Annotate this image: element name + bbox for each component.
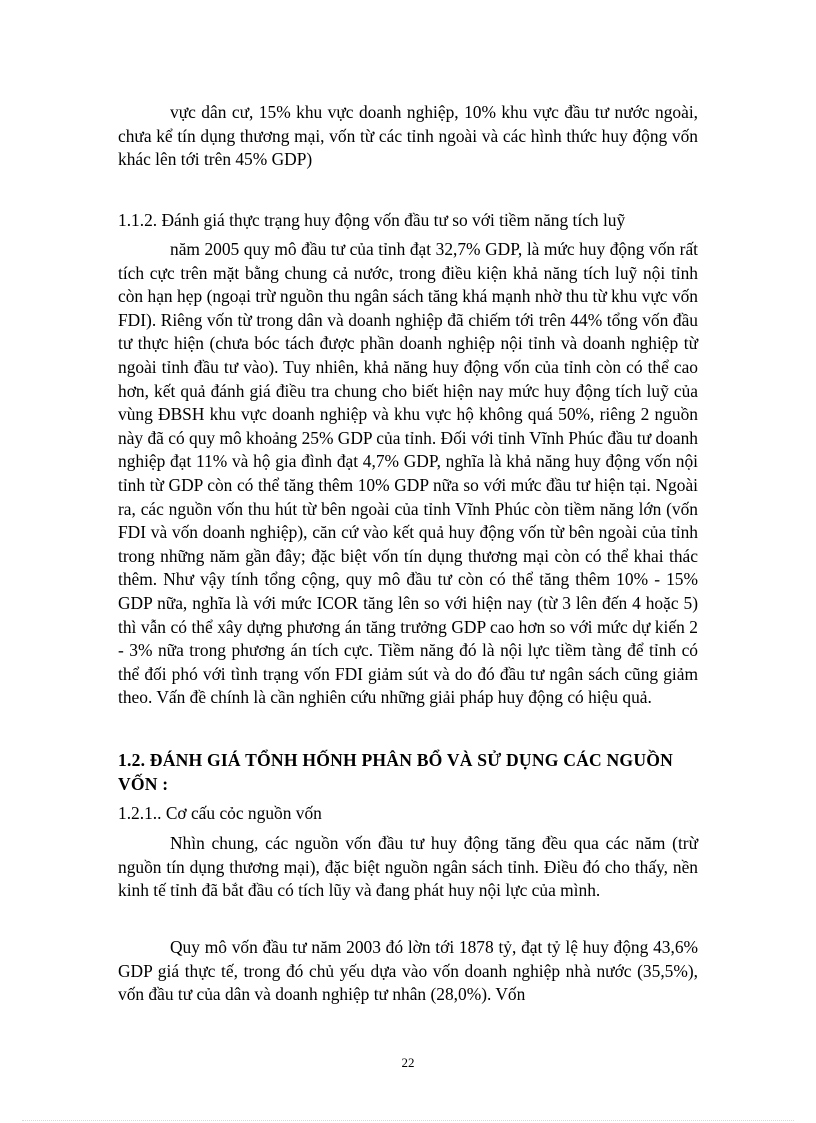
paragraph-continuation: vực dân cư, 15% khu vực doanh nghiệp, 10% khu vực đầu tư nước ngoài, chưa kể tín dụng thương mại, vốn từ các tỉnh ngoài và các hình thức huy động vốn khác lên tới trên 45% GDP) bbox=[118, 102, 698, 170]
page-number: 22 bbox=[401, 1055, 415, 1070]
paragraph-2003: Quy mô vốn đầu tư năm 2003 đó lờn tới 1878 tỷ, đạt tỷ lệ huy động 43,6% GDP giá thực tế, trong đó chủ yếu dựa vào vốn doanh nghiệp nhà nước (35,5%), vốn đầu tư của dân và doanh nghiệp tư nhân (28,0%). Vốn bbox=[118, 937, 698, 1005]
section-heading-1-1-2: 1.1.2. Đánh giá thực trạng huy động vốn đầu tư so với tiềm năng tích luỹ bbox=[118, 210, 626, 230]
footer-divider bbox=[22, 1120, 794, 1121]
paragraph-assessment: năm 2005 quy mô đầu tư của tỉnh đạt 32,7% GDP, là mức huy động vốn rất tích cực trên mặt bằng chung cả nước, trong điều kiện khả năng tích luỹ nội tỉnh còn hạn hẹp (ngoại trừ nguồn thu ngân sách tăng khá mạnh nhờ thu từ khu vực vốn FDI). Riêng vốn từ trong dân và doanh nghiệp đã chiếm tới trên 44% tổng vốn đầu tư thực hiện (chưa bóc tách được phần doanh nghiệp nội tỉnh và doanh nghiệp từ ngoài tỉnh đầu tư vào). Tuy nhiên, khả năng huy động vốn của tỉnh còn có thể cao hơn, kết quả đánh giá điều tra chung cho biết hiện nay mức huy động tích luỹ của vùng ĐBSH khu vực doanh nghiệp và khu vực hộ không quá 50%, riêng 2 nguồn này đã có quy mô khoảng 25% GDP của tỉnh. Đối với tỉnh Vĩnh Phúc đầu tư doanh nghiệp đạt 11% và hộ gia đình đạt 4,7% GDP, nghĩa là khả năng huy động vốn nội tỉnh từ GDP còn có thể tăng thêm 10% GDP nữa so với mức đầu tư hiện tại. Ngoài ra, các nguồn vốn thu hút từ bên ngoài của tỉnh Vĩnh Phúc còn tiềm năng lớn (vốn FDI và vốn doanh nghiệp), căn cứ vào kết quả huy động vốn từ bên ngoài của tỉnh trong những năm gần đây; đặc biệt vốn tín dụng thương mại còn có thể khai thác thêm. Như vậy tính tổng cộng, quy mô đầu tư còn có thể tăng thêm 10% - 15% GDP nữa, nghĩa là với mức ICOR tăng lên so với hiện nay (từ 3 lên đến 4 hoặc 5) thì vẫn có thể xây dựng phương án tăng trưởng GDP cao hơn so với mức dự kiến 2 - 3% nữa trong phương án tích cực. Tiềm năng đó là nội lực tiềm tàng để tỉnh có thể đối phó với tình trạng vốn FDI giảm sút và do đó đầu tư ngân sách cũng giảm theo. Vấn đề chính là cần nghiên cứu những giải pháp huy động có hiệu quả. bbox=[118, 239, 698, 708]
paragraph-overview: Nhìn chung, các nguồn vốn đầu tư huy động tăng đều qua các năm (trừ nguồn tín dụng thương mại), đặc biệt nguồn ngân sách tỉnh. Điều đó cho thấy, nền kinh tế tỉnh đã bắt đầu có tích lũy và đang phát huy nội lực của mình. bbox=[118, 833, 698, 901]
section-heading-1-2-1: 1.2.1.. Cơ cấu cỏc nguồn vốn bbox=[118, 803, 322, 823]
section-heading-1-2: 1.2. ĐÁNH GIÁ TỔNH HỐNH PHÂN BỔ VÀ SỬ DỤNG CÁC NGUỒN VỐN : bbox=[118, 750, 674, 794]
